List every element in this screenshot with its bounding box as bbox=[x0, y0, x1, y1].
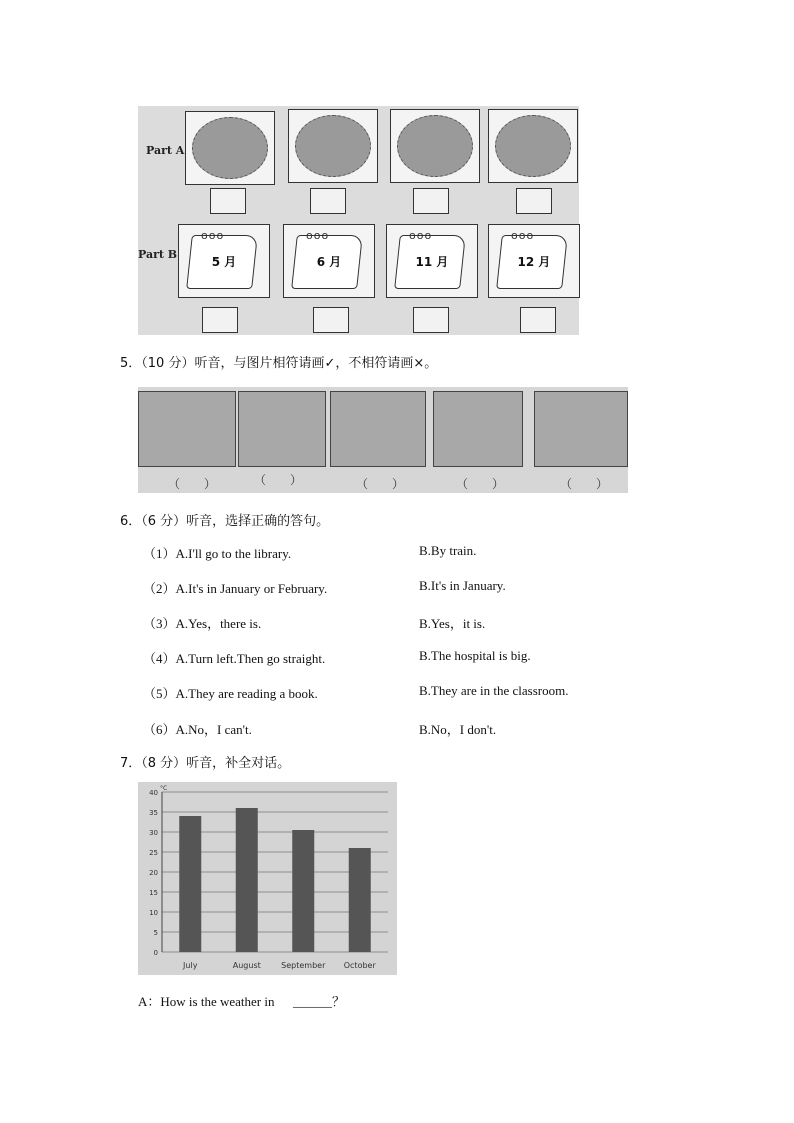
x-tick-label: September bbox=[281, 961, 326, 970]
q7-dialogue-a bbox=[138, 991, 345, 1010]
answer-box-a2[interactable] bbox=[310, 188, 346, 214]
q6-option-a[interactable]: A.Turn left.Then go straight. bbox=[175, 651, 326, 666]
dialogue-blank[interactable]: ______？ bbox=[292, 994, 345, 1009]
q6-item-4 bbox=[143, 648, 325, 667]
calendar-december: ᴏᴏᴏ 12 月 bbox=[488, 224, 580, 298]
y-tick-label: 5 bbox=[153, 929, 158, 937]
answer-paren-1[interactable]: （ ） bbox=[168, 477, 217, 491]
calendar-month-label: 11 月 bbox=[415, 255, 449, 269]
q6-option-b[interactable]: B.It's in January. bbox=[419, 578, 506, 593]
bar-july bbox=[179, 816, 201, 952]
picture-living-room bbox=[138, 391, 236, 467]
q6-item-2 bbox=[143, 578, 327, 597]
q6-item-1 bbox=[143, 543, 291, 562]
y-tick-label: 40 bbox=[149, 789, 158, 797]
picture-two-kids bbox=[238, 391, 326, 467]
picture-football bbox=[185, 111, 275, 185]
q6-option-a[interactable]: A.Yes，there is. bbox=[175, 616, 262, 631]
answer-box-b3[interactable] bbox=[413, 307, 449, 333]
answer-paren-2[interactable]: （ ） bbox=[254, 473, 303, 487]
question-7-header: 7．（8 分）听音，补全对话。 bbox=[120, 756, 291, 771]
picture-basketball bbox=[288, 109, 378, 183]
bar-chart-svg bbox=[138, 782, 397, 975]
part-b-label: Part B bbox=[138, 248, 178, 261]
answer-box-b2[interactable] bbox=[313, 307, 349, 333]
question-6-header: 6．（6 分）听音，选择正确的答句。 bbox=[120, 514, 330, 529]
answer-box-b4[interactable] bbox=[520, 307, 556, 333]
y-tick-label: 15 bbox=[149, 889, 158, 897]
picture-violin bbox=[390, 109, 480, 183]
q6-option-a[interactable]: A.No，I can't. bbox=[175, 722, 252, 737]
q6-option-a[interactable]: A.I'll go to the library. bbox=[175, 546, 292, 561]
picture-chess bbox=[488, 109, 578, 183]
x-tick-label: October bbox=[343, 961, 376, 970]
y-tick-label: 35 bbox=[149, 809, 158, 817]
calendar-may: ᴏᴏᴏ 5 月 bbox=[178, 224, 270, 298]
picture-friends bbox=[534, 391, 628, 467]
q6-item-3 bbox=[143, 613, 261, 632]
y-axis-label: °C bbox=[160, 785, 168, 792]
q6-item-6 bbox=[143, 719, 252, 738]
q6-option-a[interactable]: A.It's in January or February. bbox=[175, 581, 328, 596]
calendar-month-label: 5 月 bbox=[211, 255, 237, 269]
question-5-header: 5．（10 分）听音，与图片相符请画✓，不相符请画×。 bbox=[120, 356, 438, 371]
x-tick-label: July bbox=[183, 961, 198, 970]
dialogue-a-text: A：How is the weather in bbox=[138, 994, 275, 1009]
answer-box-a3[interactable] bbox=[413, 188, 449, 214]
temperature-bar-chart bbox=[138, 782, 397, 975]
y-tick-label: 20 bbox=[149, 869, 158, 877]
bar-august bbox=[236, 808, 258, 952]
picture-christmas bbox=[433, 391, 523, 467]
q6-option-a[interactable]: A.They are reading a book. bbox=[175, 686, 318, 701]
answer-paren-5[interactable]: （ ） bbox=[560, 477, 609, 491]
answer-paren-4[interactable]: （ ） bbox=[456, 477, 505, 491]
answer-box-a1[interactable] bbox=[210, 188, 246, 214]
y-tick-label: 10 bbox=[149, 909, 158, 917]
q6-item-number: （1） bbox=[143, 546, 176, 561]
picture-building bbox=[330, 391, 426, 467]
answer-paren-3[interactable]: （ ） bbox=[356, 477, 405, 491]
q6-option-b[interactable]: B.The hospital is big. bbox=[419, 648, 531, 663]
y-tick-label: 0 bbox=[153, 949, 158, 957]
listening-pictures-panel bbox=[138, 106, 579, 335]
calendar-june: ᴏᴏᴏ 6 月 bbox=[283, 224, 375, 298]
q6-item-5 bbox=[143, 683, 318, 702]
q6-item-number: （4） bbox=[143, 651, 176, 666]
answer-box-b1[interactable] bbox=[202, 307, 238, 333]
q6-option-b[interactable]: B.Yes，it is. bbox=[419, 616, 486, 631]
q6-item-number: （3） bbox=[143, 616, 176, 631]
q6-item-number: （5） bbox=[143, 686, 176, 701]
q6-item-number: （6） bbox=[143, 722, 176, 737]
q6-item-number: （2） bbox=[143, 581, 176, 596]
part-a-label: Part A bbox=[146, 144, 185, 157]
answer-box-a4[interactable] bbox=[516, 188, 552, 214]
y-tick-label: 30 bbox=[149, 829, 158, 837]
bar-september bbox=[292, 830, 314, 952]
calendar-november: ᴏᴏᴏ 11 月 bbox=[386, 224, 478, 298]
q6-option-b[interactable]: B.They are in the classroom. bbox=[419, 683, 569, 698]
calendar-month-label: 12 月 bbox=[517, 255, 551, 269]
x-tick-label: August bbox=[232, 961, 261, 970]
calendar-month-label: 6 月 bbox=[316, 255, 342, 269]
q6-option-b[interactable]: B.By train. bbox=[419, 543, 477, 558]
q6-option-b[interactable]: B.No，I don't. bbox=[419, 722, 497, 737]
bar-october bbox=[349, 848, 371, 952]
question-5-pictures bbox=[138, 387, 628, 493]
y-tick-label: 25 bbox=[149, 849, 158, 857]
